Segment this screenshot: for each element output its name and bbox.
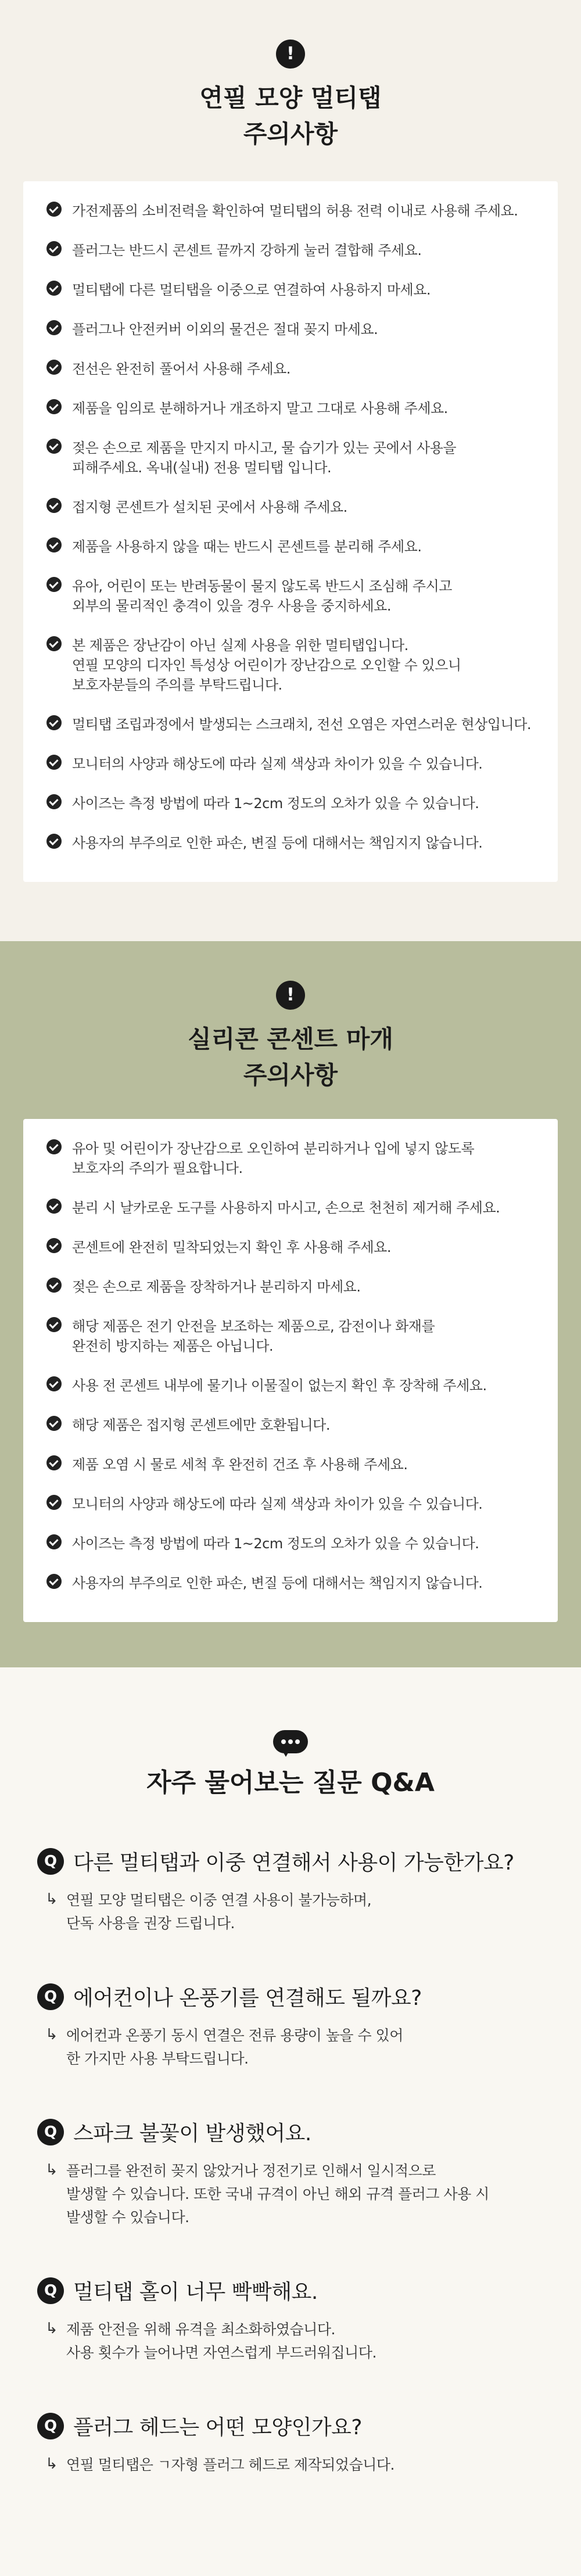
caution-item-text: 유아, 어린이 또는 반려동물이 물지 않도록 반드시 조심해 주시고 외부의 물리적인 충격이 있을 경우 사용을 중지하세요. bbox=[72, 578, 452, 614]
check-icon bbox=[46, 399, 62, 414]
check-icon bbox=[46, 1376, 62, 1391]
faq-answer: 플러그를 완전히 꽂지 않았거나 정전기로 인해서 일시적으로 발생할 수 있습니다. 또한 국내 규격이 아닌 해외 규격 플러그 사용 시 발생할 수 있습니다. bbox=[66, 2162, 489, 2226]
answer-arrow-icon: ↳ bbox=[45, 2026, 58, 2043]
faq-item bbox=[37, 2411, 581, 2477]
faq-question-row bbox=[37, 2276, 581, 2305]
check-icon bbox=[46, 537, 62, 552]
q-badge-icon: Q bbox=[37, 2413, 64, 2439]
caution-item bbox=[46, 201, 535, 221]
caution-item bbox=[46, 715, 535, 734]
check-icon bbox=[46, 1238, 62, 1253]
faq-question: 에어컨이나 온풍기를 연결해도 될까요? bbox=[73, 1986, 422, 2010]
caution-item-text: 사용자의 부주의로 인한 파손, 변질 등에 대해서는 책임지지 않습니다. bbox=[72, 1575, 483, 1591]
caution-item bbox=[46, 1494, 535, 1514]
exclamation-icon: ! bbox=[276, 40, 305, 69]
check-icon bbox=[46, 636, 62, 651]
caution-item-text: 젖은 손으로 제품을 장착하거나 분리하지 마세요. bbox=[72, 1279, 361, 1295]
faq-question: 멀티탭 홀이 너무 빡빡해요. bbox=[73, 2280, 318, 2304]
answer-arrow-icon: ↳ bbox=[45, 2320, 58, 2337]
caution-item bbox=[46, 1277, 535, 1297]
caution-item bbox=[46, 1198, 535, 1218]
caution-item-text: 멀티탭에 다른 멀티탭을 이중으로 연결하여 사용하지 마세요. bbox=[72, 282, 431, 298]
multitap-caution-card bbox=[23, 181, 558, 882]
caution-item bbox=[46, 1237, 535, 1257]
caution-item-text: 접지형 콘센트가 설치된 곳에서 사용해 주세요. bbox=[72, 499, 347, 515]
check-icon bbox=[46, 755, 62, 770]
faq-answer: 제품 안전을 위해 유격을 최소화하였습니다. 사용 횟수가 늘어나면 자연스럽게 부드러워집니다. bbox=[66, 2321, 376, 2361]
caution-item bbox=[46, 320, 535, 339]
q-badge-icon: Q bbox=[37, 2119, 64, 2146]
faq-title: 자주 물어보는 질문 Q&A bbox=[146, 1768, 435, 1798]
caution-item-text: 유아 및 어린이가 장난감으로 오인하여 분리하거나 입에 넣지 않도록 보호자의 주의가 필요합니다. bbox=[72, 1140, 475, 1176]
caution-item bbox=[46, 1316, 535, 1356]
caution-item bbox=[46, 1415, 535, 1435]
faq-question-row bbox=[37, 2117, 581, 2147]
check-icon bbox=[46, 202, 62, 217]
caution-item bbox=[46, 399, 535, 418]
caution-item-text: 모니터의 사양과 해상도에 따라 실제 색상과 차이가 있을 수 있습니다. bbox=[72, 756, 483, 772]
answer-arrow-icon: ↳ bbox=[45, 1890, 58, 1908]
caution-item-text: 제품 오염 시 물로 세척 후 완전히 건조 후 사용해 주세요. bbox=[72, 1456, 408, 1473]
caution-item-text: 가전제품의 소비전력을 확인하여 멀티탭의 허용 전력 이내로 사용해 주세요. bbox=[72, 203, 518, 219]
check-icon bbox=[46, 360, 62, 375]
faq-answer-row bbox=[45, 2453, 581, 2477]
multitap-caution-section bbox=[0, 0, 581, 941]
faq-answer: 연필 모양 멀티탭은 이중 연결 사용이 불가능하며, 단독 사용을 권장 드립니다. bbox=[66, 1892, 372, 1932]
caution-item bbox=[46, 241, 535, 260]
caution-item-text: 멀티탭 조립과정에서 발생되는 스크래치, 전선 오염은 자연스러운 현상입니다. bbox=[72, 716, 532, 733]
check-icon bbox=[46, 1574, 62, 1589]
check-icon bbox=[46, 281, 62, 296]
caution-item-text: 사이즈는 측정 방법에 따라 1~2cm 정도의 오차가 있을 수 있습니다. bbox=[72, 795, 479, 812]
caution-item bbox=[46, 1139, 535, 1178]
caution-item-text: 전선은 완전히 풀어서 사용해 주세요. bbox=[72, 361, 290, 377]
caution-item bbox=[46, 576, 535, 616]
q-badge-icon: Q bbox=[37, 1848, 64, 1875]
caution-item-text: 사이즈는 측정 방법에 따라 1~2cm 정도의 오차가 있을 수 있습니다. bbox=[72, 1535, 479, 1552]
check-icon bbox=[46, 1455, 62, 1470]
silicone-caution-list bbox=[46, 1139, 535, 1593]
caution-item-text: 플러그는 반드시 콘센트 끝까지 강하게 눌러 결합해 주세요. bbox=[72, 242, 422, 259]
faq-question-row bbox=[37, 1982, 581, 2011]
check-icon bbox=[46, 577, 62, 592]
faq-answer-row bbox=[45, 2024, 581, 2071]
answer-arrow-icon: ↳ bbox=[45, 2161, 58, 2179]
title-text: 연필 모양 멀티탭 주의사항 bbox=[199, 84, 382, 148]
multitap-caution-list bbox=[46, 201, 535, 853]
check-icon bbox=[46, 439, 62, 454]
caution-item bbox=[46, 1455, 535, 1474]
faq-answer-row bbox=[45, 2318, 581, 2365]
caution-item bbox=[46, 438, 535, 478]
check-icon bbox=[46, 1416, 62, 1431]
check-icon bbox=[46, 1495, 62, 1510]
caution-item bbox=[46, 280, 535, 300]
faq-section bbox=[0, 1667, 581, 2576]
caution-item-text: 해당 제품은 전기 안전을 보조하는 제품으로, 감전이나 화재를 완전히 방지하는 제품은 아닙니다. bbox=[72, 1318, 435, 1354]
check-icon bbox=[46, 794, 62, 809]
silicone-caution-card bbox=[23, 1119, 558, 1622]
exclamation-icon: ! bbox=[276, 981, 305, 1010]
caution-item-text: 제품을 임의로 분해하거나 개조하지 말고 그대로 사용해 주세요. bbox=[72, 400, 448, 417]
caution-item-text: 콘센트에 완전히 밀착되었는지 확인 후 사용해 주세요. bbox=[72, 1239, 391, 1255]
caution-item-text: 본 제품은 장난감이 아닌 실제 사용을 위한 멀티탭입니다. 연필 모양의 디자인 특성상 어린이가 장난감으로 오인할 수 있으니 보호자분들의 주의를 부탁드립니다. bbox=[72, 637, 461, 693]
check-icon bbox=[46, 1317, 62, 1332]
check-icon bbox=[46, 241, 62, 256]
faq-item bbox=[37, 2117, 581, 2229]
check-icon bbox=[46, 715, 62, 730]
caution-item-text: 젖은 손으로 제품을 만지지 마시고, 물 습기가 있는 곳에서 사용을 피해주세요. 옥내(실내) 전용 멀티탭 입니다. bbox=[72, 440, 457, 476]
faq-answer: 에어컨과 온풍기 동시 연결은 전류 용량이 높을 수 있어 한 가지만 사용 부탁드립니다. bbox=[66, 2027, 403, 2067]
q-badge-icon: Q bbox=[37, 2277, 64, 2304]
multitap-caution-title bbox=[0, 80, 581, 152]
caution-item bbox=[46, 537, 535, 557]
caution-item bbox=[46, 1376, 535, 1395]
faq-answer-row bbox=[45, 2159, 581, 2229]
faq-question-row bbox=[37, 2411, 581, 2441]
silicone-caution-title bbox=[0, 1021, 581, 1093]
caution-item bbox=[46, 1534, 535, 1554]
caution-item-text: 분리 시 날카로운 도구를 사용하지 마시고, 손으로 천천히 제거해 주세요. bbox=[72, 1200, 500, 1216]
faq-answer: 연필 멀티탭은 ㄱ자형 플러그 헤드로 제작되었습니다. bbox=[66, 2456, 394, 2473]
caution-item bbox=[46, 636, 535, 695]
silicone-caution-section bbox=[0, 941, 581, 1667]
check-icon bbox=[46, 1534, 62, 1549]
caution-item bbox=[46, 833, 535, 853]
caution-item-text: 플러그나 안전커버 이외의 물건은 절대 꽂지 마세요. bbox=[72, 321, 378, 338]
check-icon bbox=[46, 1199, 62, 1214]
caution-item-text: 모니터의 사양과 해상도에 따라 실제 색상과 차이가 있을 수 있습니다. bbox=[72, 1496, 483, 1512]
faq-question: 스파크 불꽃이 발생했어요. bbox=[73, 2122, 311, 2146]
faq-item bbox=[37, 1846, 581, 1935]
speech-bubble-icon bbox=[273, 1730, 308, 1757]
title-text: 실리콘 콘센트 마개 주의사항 bbox=[188, 1025, 393, 1089]
caution-item bbox=[46, 359, 535, 379]
faq-question: 다른 멀티탭과 이중 연결해서 사용이 가능한가요? bbox=[73, 1851, 514, 1875]
caution-item-text: 사용 전 콘센트 내부에 물기나 이물질이 없는지 확인 후 장착해 주세요. bbox=[72, 1377, 487, 1394]
faq-question: 플러그 헤드는 어떤 모양인가요? bbox=[73, 2416, 363, 2439]
caution-item bbox=[46, 754, 535, 774]
answer-arrow-icon: ↳ bbox=[45, 2455, 58, 2473]
check-icon bbox=[46, 834, 62, 849]
caution-item-text: 사용자의 부주의로 인한 파손, 변질 등에 대해서는 책임지지 않습니다. bbox=[72, 835, 483, 851]
check-icon bbox=[46, 498, 62, 513]
faq-answer-row bbox=[45, 1889, 581, 1935]
caution-item-text: 제품을 사용하지 않을 때는 반드시 콘센트를 분리해 주세요. bbox=[72, 539, 422, 555]
check-icon bbox=[46, 1139, 62, 1154]
faq-item bbox=[37, 1982, 581, 2071]
check-icon bbox=[46, 1278, 62, 1293]
caution-item-text: 해당 제품은 접지형 콘센트에만 호환됩니다. bbox=[72, 1417, 330, 1433]
faq-question-row bbox=[37, 1846, 581, 1876]
check-icon bbox=[46, 320, 62, 335]
caution-item bbox=[46, 794, 535, 813]
faq-list bbox=[37, 1846, 581, 2477]
faq-item bbox=[37, 2276, 581, 2365]
caution-item bbox=[46, 497, 535, 517]
q-badge-icon: Q bbox=[37, 1983, 64, 2010]
caution-item bbox=[46, 1573, 535, 1593]
